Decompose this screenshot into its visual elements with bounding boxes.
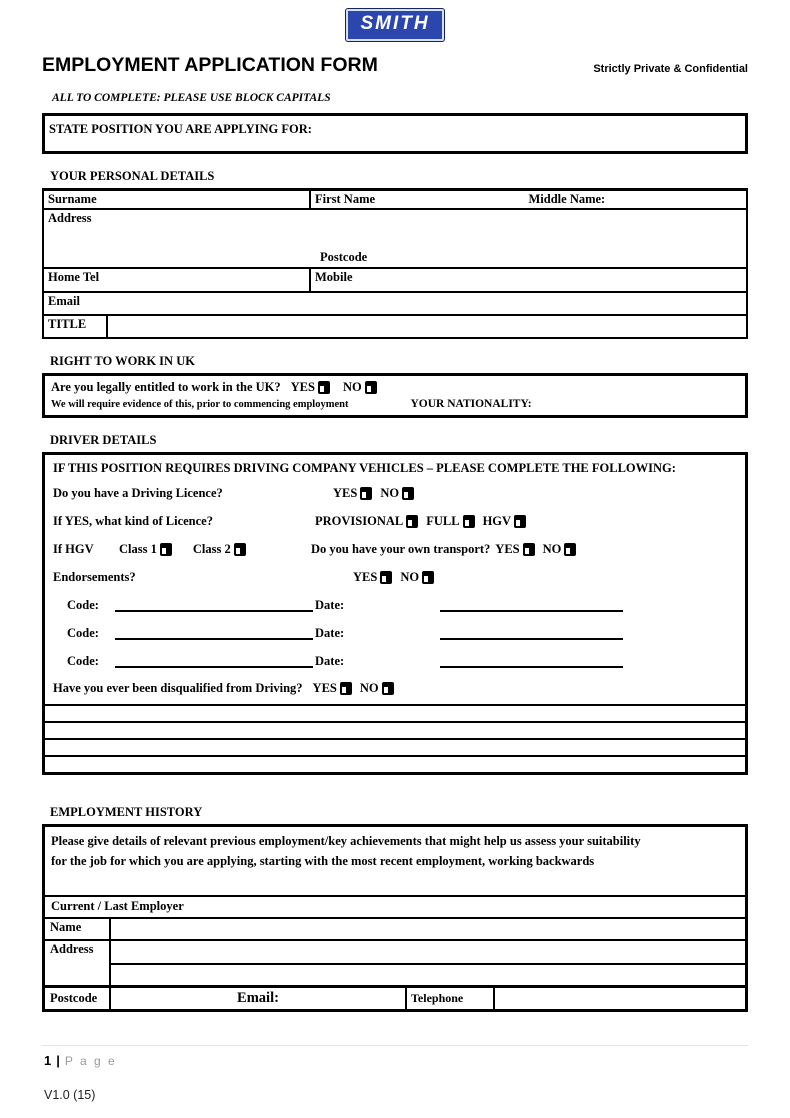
code-date-row xyxy=(53,654,737,669)
transport-yes-checkbox[interactable] xyxy=(523,543,535,556)
right-to-work-note-row xyxy=(51,398,739,410)
transport-no-label: NO xyxy=(542,542,562,556)
date-underline[interactable] xyxy=(440,627,623,640)
employment-intro-line1: Please give details of relevant previous employment/key achievements that might help us assess your suitability xyxy=(51,834,641,848)
driver-notes-rows xyxy=(45,704,745,772)
provisional-checkbox[interactable] xyxy=(406,515,418,528)
logo-container xyxy=(0,0,790,41)
disqualified-question: Have you ever been disqualified from Driving? xyxy=(53,681,303,695)
first-name-field[interactable] xyxy=(311,191,746,208)
full-label: FULL xyxy=(426,514,460,528)
code-underline[interactable] xyxy=(115,655,313,668)
mobile-field[interactable] xyxy=(311,269,746,291)
employer-address-field-line1[interactable] xyxy=(111,941,745,963)
endorsements-no-checkbox[interactable] xyxy=(422,571,434,584)
employer-postcode-row xyxy=(45,985,745,1009)
code-label: Code: xyxy=(67,654,99,668)
address-field[interactable] xyxy=(44,210,746,269)
smith-logo-text: SMITH xyxy=(360,13,430,34)
page-word: P a g e xyxy=(64,1054,117,1068)
hgv-checkbox[interactable] xyxy=(514,515,526,528)
email-label: Email xyxy=(48,294,80,308)
employment-intro-spacer xyxy=(45,871,745,895)
employer-postcode-label: Postcode xyxy=(45,988,111,1009)
disqualified-no-label: NO xyxy=(359,681,379,695)
endorsements-yes-checkbox[interactable] xyxy=(380,571,392,584)
licence-question-row xyxy=(53,486,737,501)
class1-checkbox[interactable] xyxy=(160,543,172,556)
page-number: 1 xyxy=(44,1053,52,1068)
driver-intro: IF THIS POSITION REQUIRES DRIVING COMPANY VEHICLES – PLEASE COMPLETE THE FOLLOWING: xyxy=(53,461,676,475)
date-label: Date: xyxy=(315,626,345,640)
transport-no-checkbox[interactable] xyxy=(564,543,576,556)
date-underline[interactable] xyxy=(440,599,623,612)
blank-ruled-row[interactable] xyxy=(45,738,745,755)
smith-logo xyxy=(346,9,443,41)
code-date-row xyxy=(53,598,737,613)
disqualified-row xyxy=(53,681,737,696)
provisional-label: PROVISIONAL xyxy=(315,514,404,528)
right-to-work-heading: RIGHT TO WORK IN UK xyxy=(50,354,195,368)
hgv-label: HGV xyxy=(482,514,512,528)
uk-no-checkbox[interactable] xyxy=(365,381,377,394)
licence-yes-checkbox[interactable] xyxy=(360,487,372,500)
home-tel-label: Home Tel xyxy=(48,270,100,284)
full-licence-checkbox[interactable] xyxy=(463,515,475,528)
footer-divider xyxy=(42,1045,748,1046)
disqualified-no-checkbox[interactable] xyxy=(382,682,394,695)
endorsements-label: Endorsements? xyxy=(53,570,136,584)
date-label: Date: xyxy=(315,654,345,668)
email-field[interactable] xyxy=(44,293,746,316)
hgv-class-row xyxy=(53,542,737,557)
surname-label: Surname xyxy=(48,192,97,206)
page-footer xyxy=(44,1053,748,1068)
employer-email-label: Email: xyxy=(237,990,279,1006)
endorsements-row xyxy=(53,570,737,585)
middle-name-label: Middle Name: xyxy=(528,192,606,206)
phone-row xyxy=(44,269,746,293)
right-to-work-question-row xyxy=(51,380,739,395)
employer-name-row xyxy=(45,917,745,939)
personal-details-table xyxy=(42,188,748,339)
disqualified-yes-label: YES xyxy=(312,681,337,695)
code-underline[interactable] xyxy=(115,627,313,640)
code-label: Code: xyxy=(67,598,99,612)
employer-name-field[interactable] xyxy=(111,919,745,939)
disqualified-yes-checkbox[interactable] xyxy=(340,682,352,695)
employer-email-field[interactable] xyxy=(111,988,407,1009)
transport-question: Do you have your own transport? xyxy=(311,542,491,556)
uk-yes-label: YES xyxy=(290,380,315,394)
current-employer-row: Current / Last Employer xyxy=(45,895,745,917)
employer-telephone-label: Telephone xyxy=(411,991,464,1005)
page-separator: | xyxy=(56,1053,60,1068)
driver-details-box xyxy=(42,452,748,775)
if-hgv-label: If HGV xyxy=(53,542,94,556)
endorsements-no-label: NO xyxy=(400,570,420,584)
employer-address-label: Address xyxy=(45,941,111,985)
class2-label: Class 2 xyxy=(192,542,231,556)
employer-telephone-label-cell xyxy=(407,988,495,1009)
blank-ruled-row[interactable] xyxy=(45,704,745,721)
code-label: Code: xyxy=(67,626,99,640)
licence-no-label: NO xyxy=(380,486,400,500)
page-title: EMPLOYMENT APPLICATION FORM xyxy=(42,54,378,76)
position-applying-label: STATE POSITION YOU ARE APPLYING FOR: xyxy=(49,122,312,136)
confidential-label: Strictly Private & Confidential xyxy=(593,63,748,75)
position-applying-box[interactable] xyxy=(42,113,748,154)
surname-field[interactable] xyxy=(44,191,311,208)
blank-ruled-row[interactable] xyxy=(45,721,745,738)
uk-no-label: NO xyxy=(342,380,362,394)
licence-question: Do you have a Driving Licence? xyxy=(53,486,223,500)
date-underline[interactable] xyxy=(440,655,623,668)
code-underline[interactable] xyxy=(115,599,313,612)
name-row xyxy=(44,191,746,210)
title-row xyxy=(44,316,746,337)
title-field[interactable] xyxy=(108,316,746,337)
employment-history-box xyxy=(42,824,748,1012)
driver-details-heading: DRIVER DETAILS xyxy=(50,433,157,447)
licence-no-checkbox[interactable] xyxy=(402,487,414,500)
evidence-note: We will require evidence of this, prior to commencing employment xyxy=(51,399,349,410)
address-label: Address xyxy=(48,211,92,225)
right-to-work-box xyxy=(42,373,748,418)
postcode-label: Postcode xyxy=(320,250,368,264)
nationality-label: YOUR NATIONALITY: xyxy=(410,398,532,410)
class1-label: Class 1 xyxy=(119,542,157,556)
first-name-label: First Name xyxy=(315,192,376,206)
employer-address-row xyxy=(45,939,745,985)
licence-kind-question: If YES, what kind of Licence? xyxy=(53,514,213,528)
block-capitals-instruction: ALL TO COMPLETE: PLEASE USE BLOCK CAPITALS xyxy=(52,92,331,104)
employment-intro xyxy=(45,827,745,871)
employer-address-field-line2[interactable] xyxy=(111,963,745,985)
version-label: V1.0 (15) xyxy=(44,1088,96,1102)
home-tel-field[interactable] xyxy=(44,269,311,291)
employer-name-label: Name xyxy=(45,919,111,939)
date-label: Date: xyxy=(315,598,345,612)
uk-work-question: Are you legally entitled to work in the UK? xyxy=(51,380,281,394)
employer-telephone-field[interactable] xyxy=(495,988,745,1009)
header xyxy=(42,54,748,77)
endorsements-yes-label: YES xyxy=(353,570,378,584)
transport-yes-label: YES xyxy=(495,542,520,556)
title-label: TITLE xyxy=(44,316,108,337)
licence-yes-label: YES xyxy=(333,486,358,500)
class2-checkbox[interactable] xyxy=(234,543,246,556)
employment-history-heading: EMPLOYMENT HISTORY xyxy=(50,805,203,819)
transport-question-group xyxy=(311,542,579,557)
blank-ruled-row[interactable] xyxy=(45,755,745,772)
mobile-label: Mobile xyxy=(315,270,353,284)
employment-intro-line2: for the job for which you are applying, starting with the most recent employment, working backwards xyxy=(51,854,595,868)
uk-yes-checkbox[interactable] xyxy=(318,381,330,394)
licence-kind-row xyxy=(53,514,737,529)
code-date-row xyxy=(53,626,737,641)
personal-details-heading: YOUR PERSONAL DETAILS xyxy=(50,169,215,183)
